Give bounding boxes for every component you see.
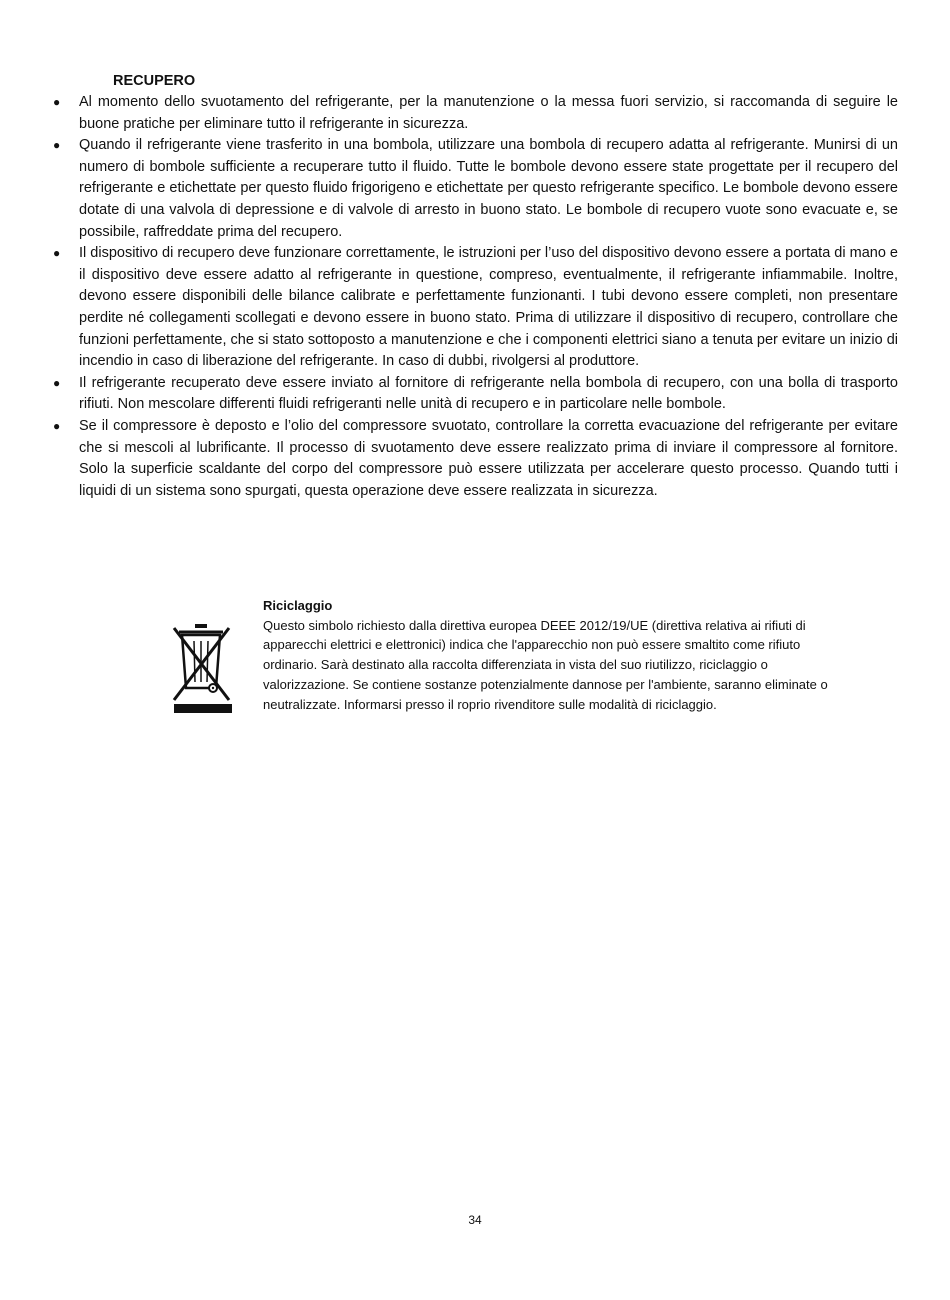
- bullet-icon: ●: [53, 418, 61, 433]
- list-item: [52, 92, 898, 135]
- list-item-text: Al momento dello svuotamento del refrigerante, per la manutenzione o la messa fuori servizio, si raccomanda di seguire le buone pratiche per eliminare tutto il refrigerante in sicurezza.: [79, 94, 898, 132]
- list-item: [52, 373, 898, 416]
- recycling-body: Questo simbolo richiesto dalla direttiva europea DEEE 2012/19/UE (direttiva relativa ai rifiuti di apparecchi elettrici e elettronici) indica che l'apparecchio non può essere smaltito come rifiuto ordinario. Sarà destinato alla raccolta differenziata in vista del suo riutilizzo, riciclaggio o valorizzazione. Se contiene sostanze potenzialmente dannose per l'ambiente, saranno eliminate o neutralizzate. Informarsi presso il roprio rivenditore sulle modalità di riciclaggio.: [263, 617, 828, 712]
- recycling-title: Riciclaggio: [263, 598, 333, 613]
- list-item: [52, 243, 898, 373]
- bullet-icon: ●: [53, 375, 61, 390]
- bullet-icon: ●: [53, 138, 61, 153]
- bullet-list: [52, 92, 898, 502]
- bullet-icon: ●: [53, 246, 61, 261]
- list-item: [52, 416, 898, 502]
- bullet-icon: ●: [53, 95, 61, 109]
- crossed-out-wheelie-bin-icon: [171, 620, 235, 716]
- recycling-text: [263, 596, 833, 714]
- list-item-text: Quando il refrigerante viene trasferito in una bombola, utilizzare una bombola di recupero adatta al refrigerante. Munirsi di un numero di bombole sufficiente a recuperare tutto il fluido. Tutte le bombole devono essere state progettate per il recupero del refrigerante e etichettate per questo fluido frigorigeno e etichettate per questo refrigerante specifico. Le bombole devono essere dotate di una valvola di depressione e di valvole di arresto in buono stato. Le bombole di recupero vuote sono evacuate e, se possibile, raffreddate prima del recupero.: [79, 137, 898, 240]
- section-title: RECUPERO: [113, 73, 196, 89]
- list-item-text: Se il compressore è deposto e l’olio del compressore svuotato, controllare la corretta evacuazione del refrigerante per evitare che si mescoli al lubrificante. Il processo di svuotamento deve essere realizzato prima di inviare il compressore al fornitore. Solo la superficie scaldante del corpo del compressore può essere utilizzata per accelerare questo processo. Quando tutti i liquidi di un sistema sono spurgati, questa operazione deve essere realizzata in sicurezza.: [79, 417, 898, 499]
- page-number: 34: [468, 1213, 482, 1227]
- list-item-text: Il refrigerante recuperato deve essere inviato al fornitore di refrigerante nella bombola di recupero, con una bolla di trasporto rifiuti. Non mescolare differenti fluidi refrigeranti nelle unità di recupero e in particolare nelle bombole.: [79, 374, 898, 413]
- list-item: [52, 135, 898, 243]
- list-item-text: Il dispositivo di recupero deve funzionare correttamente, le istruzioni per l’uso del dispositivo devono essere a portata di mano e il dispositivo deve essere adatto al refrigerante in questione, compreso, eventualmente, il refrigerante infiammabile. Inoltre, devono essere disponibili delle bilance calibrate e perfettamente funzionanti. I tubi devono essere completi, non presentare perdite né collegamenti scollegati e devono essere in buono stato. Prima di utilizzare il dispositivo di recupero, controllare che funzioni perfettamente, che si stato sottoposto a manutenzione e che i componenti elettrici siano a tenuta per evitare un inizio di incendio in caso di liberazione del refrigerante. In caso di dubbi, rivolgersi al produttore.: [79, 245, 898, 370]
